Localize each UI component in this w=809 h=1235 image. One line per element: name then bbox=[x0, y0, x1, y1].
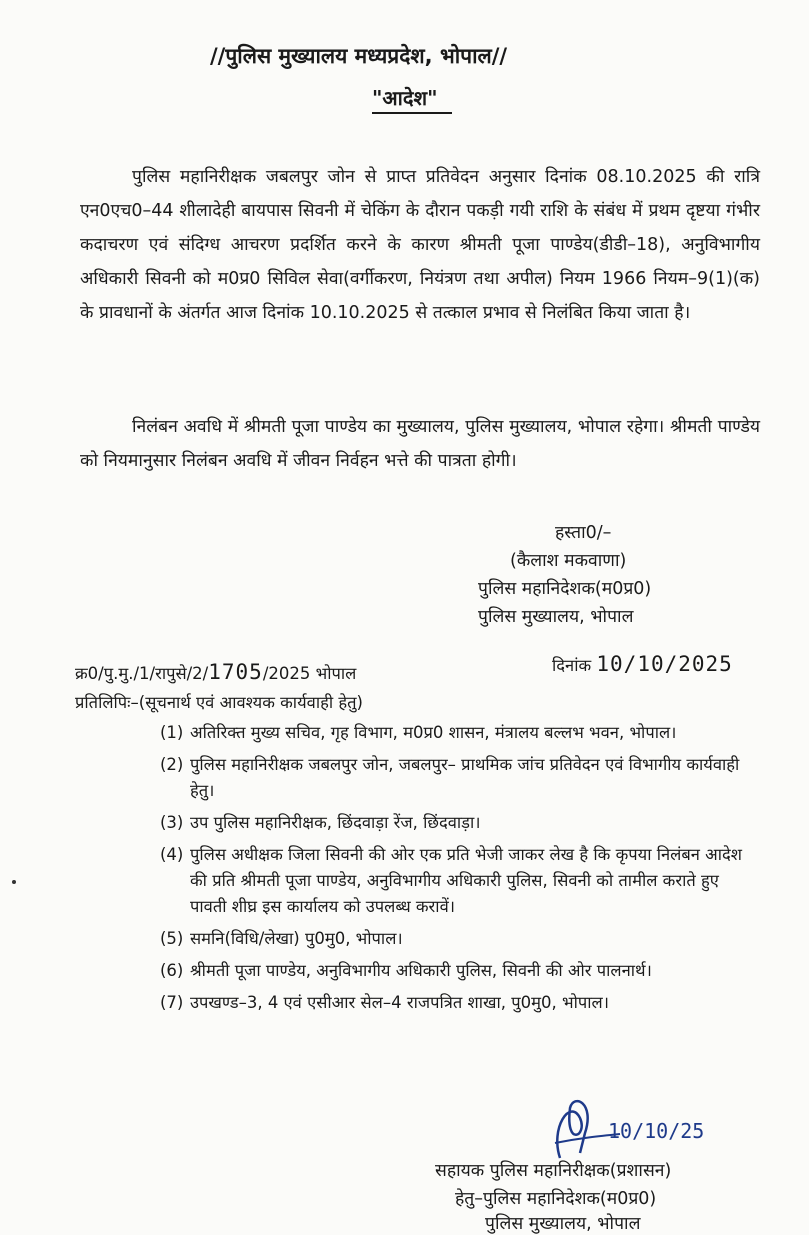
list-item bbox=[160, 958, 760, 984]
list-item bbox=[160, 990, 760, 1016]
copy-to-list bbox=[160, 720, 760, 1022]
list-item-text: पुलिस अधीक्षक जिला सिवनी की ओर एक प्रति भेजी जाकर लेख है कि कृपया निलंबन आदेश की प्रति श्रीमती पूजा पाण्डेय, अनुविभागीय अधिकारी पुलिस, सिवनी को तामील कराते हुए पावती शीघ्र इस कार्यालय को उपलब्ध करावें। bbox=[190, 845, 743, 916]
list-item-number: (2) bbox=[160, 755, 184, 774]
reference-handwritten-number: 1705 bbox=[208, 660, 263, 684]
signatory-name: (कैलाश मकवाणा) bbox=[510, 551, 627, 571]
reference-number bbox=[75, 660, 356, 684]
list-item bbox=[160, 810, 760, 836]
handwritten-signature bbox=[540, 1088, 710, 1168]
footer-office: पुलिस मुख्यालय, भोपाल bbox=[485, 1214, 641, 1234]
list-item-number: (1) bbox=[160, 723, 184, 742]
reference-date-label: दिनांक bbox=[552, 656, 592, 675]
signature-date: 10/10/25 bbox=[608, 1119, 705, 1143]
order-title: "आदेश" bbox=[372, 86, 438, 110]
footer-designation-1: सहायक पुलिस महानिरीक्षक(प्रशासन) bbox=[435, 1161, 672, 1181]
list-item-number: (3) bbox=[160, 813, 184, 832]
list-item-text: पुलिस महानिरीक्षक जबलपुर जोन, जबलपुर– प्राथमिक जांच प्रतिवेदन एवं विभागीय कार्यवाही हेतु। bbox=[190, 755, 740, 800]
list-item-number: (7) bbox=[160, 993, 184, 1012]
list-item bbox=[160, 842, 760, 920]
copy-to-heading: प्रतिलिपिः–(सूचनार्थ एवं आवश्यक कार्यवाही हेतु) bbox=[75, 693, 363, 712]
list-item-number: (6) bbox=[160, 961, 184, 980]
list-item-number: (4) bbox=[160, 845, 184, 864]
list-item bbox=[160, 720, 760, 746]
list-item-number: (5) bbox=[160, 929, 184, 948]
reference-date bbox=[552, 652, 733, 676]
list-item-text: उपखण्ड–3, 4 एवं एसीआर सेल–4 राजपत्रित शाखा, पु0मु0, भोपाल। bbox=[190, 993, 609, 1012]
list-item-text: उप पुलिस महानिरीक्षक, छिंदवाड़ा रेंज, छिंदवाड़ा। bbox=[190, 813, 481, 832]
list-item-text: अतिरिक्त मुख्य सचिव, गृह विभाग, म0प्र0 शासन, मंत्रालय बल्लभ भवन, भोपाल। bbox=[190, 723, 677, 742]
list-item-text: श्रीमती पूजा पाण्डेय, अनुविभागीय अधिकारी पुलिस, सिवनी की ओर पालनार्थ। bbox=[190, 961, 652, 980]
signatory-designation: पुलिस महानिदेशक(म0प्र0) bbox=[478, 579, 652, 599]
reference-prefix: क्र0/पु.मु./1/रापुसे/2/ bbox=[75, 664, 209, 683]
office-header: //पुलिस मुख्यालय मध्यप्रदेश, भोपाल// bbox=[210, 44, 508, 68]
title-underline bbox=[372, 112, 452, 114]
scan-speck bbox=[12, 880, 16, 884]
reference-suffix: /2025 भोपाल bbox=[262, 664, 357, 683]
order-paragraph-1: पुलिस महानिरीक्षक जबलपुर जोन से प्राप्त प्रतिवेदन अनुसार दिनांक 08.10.2025 की रात्रि एन0एच0–44 शीलादेही बायपास सिवनी में चेकिंग के दौरान पकड़ी गयी राशि के संबंध में प्रथम दृष्टया गंभीर कदाचरण एवं संदिग्ध आचरण प्रदर्शित करने के कारण श्रीमती पूजा पाण्डेय(डीडी–18), अनुविभागीय अधिकारी सिवनी को म0प्र0 सिविल सेवा(वर्गीकरण, नियंत्रण तथा अपील) नियम 1966 नियम–9(1)(क) के प्रावधानों के अंतर्गत आज दिनांक 10.10.2025 से तत्काल प्रभाव से निलंबित किया जाता है। bbox=[80, 167, 760, 323]
signatory-office: पुलिस मुख्यालय, भोपाल bbox=[478, 607, 634, 627]
order-paragraph-2: निलंबन अवधि में श्रीमती पूजा पाण्डेय का मुख्यालय, पुलिस मुख्यालय, भोपाल रहेगा। श्रीमती पाण्डेय को नियमानुसार निलंबन अवधि में जीवन निर्वहन भत्ते की पात्रता होगी। bbox=[80, 417, 760, 471]
list-item bbox=[160, 926, 760, 952]
list-item bbox=[160, 752, 760, 804]
footer-designation-2: हेतु–पुलिस महानिदेशक(म0प्र0) bbox=[455, 1189, 657, 1209]
signed-marker: हस्ता0/– bbox=[555, 523, 612, 543]
list-item-text: समनि(विधि/लेखा) पु0मु0, भोपाल। bbox=[190, 929, 403, 948]
reference-date-value: 10/10/2025 bbox=[596, 652, 733, 676]
